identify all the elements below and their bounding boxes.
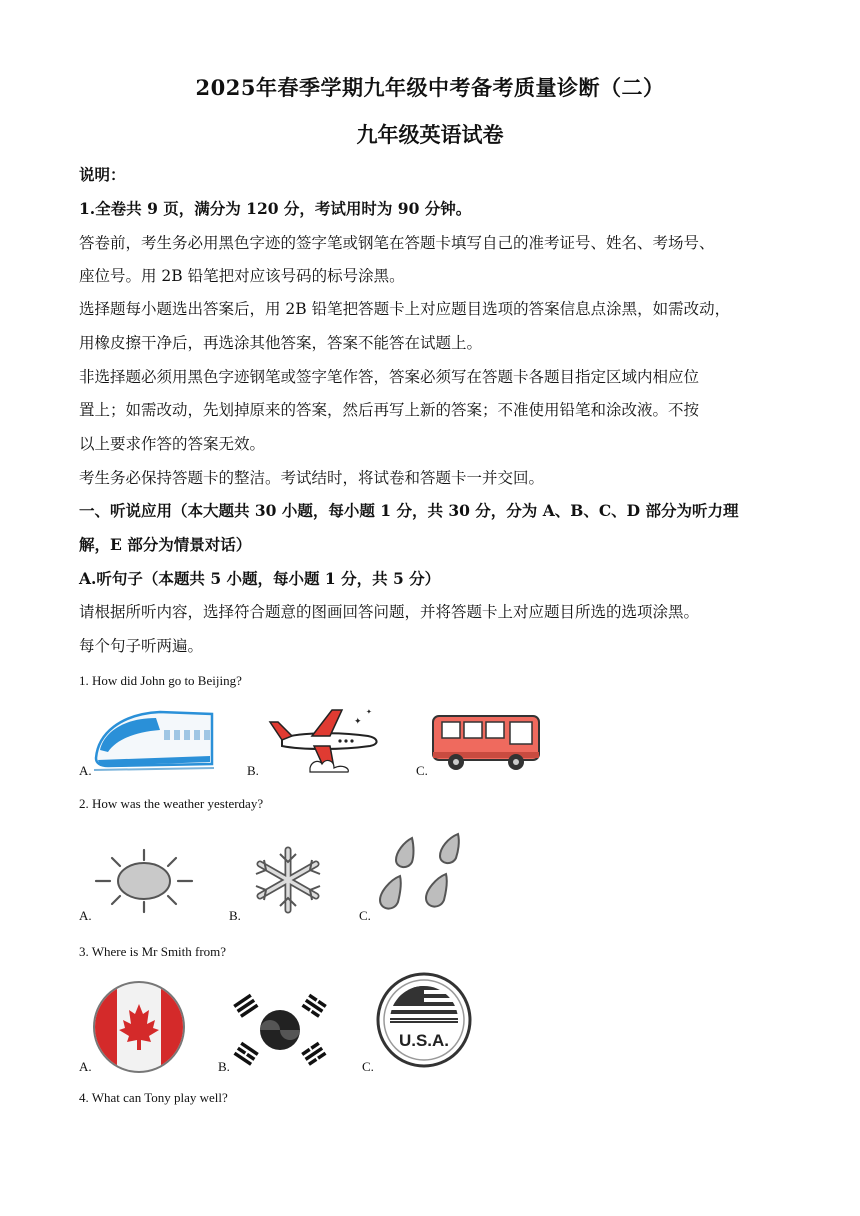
raindrops-icon [374, 830, 466, 914]
korea-flag-icon [232, 992, 328, 1068]
option-a-label: A. [79, 763, 92, 778]
svg-text:✦: ✦ [366, 708, 372, 716]
canada-flag-icon [91, 980, 187, 1074]
part-a-heading: A.听句子（本题共 5 小题，每小题 1 分，共 5 分） [79, 569, 441, 588]
instruction-line: 非选择题必须用黑色字迹钢笔或签字笔作答，答案必须写在答题卡各题目指定区域内相应位 [79, 368, 700, 386]
question-4: 4. What can Tony play well? [79, 1090, 228, 1105]
instruction-line: 置上；如需改动，先划掉原来的答案，然后再写上新的答案；不准使用铅笔和涂改液。不按 [79, 401, 700, 419]
usa-badge-icon [376, 972, 472, 1068]
part-a-direction-cont: 每个句子听两遍。 [79, 637, 204, 655]
svg-text:✦: ✦ [354, 717, 362, 727]
instructions-heading: 说明： [79, 165, 126, 184]
bus-icon [430, 712, 542, 774]
instruction-line: 座位号。用 2B 铅笔把对应该号码的标号涂黑。 [79, 267, 405, 285]
section-heading: 一、听说应用（本大题共 30 小题，每小题 1 分，共 30 分，分为 A、B、C、D 部分为听力理 [79, 501, 739, 520]
instruction-line: 考生务必保持答题卡的整洁。考试结时，将试卷和答题卡一并交回。 [79, 469, 545, 487]
option-a-label: A. [79, 1059, 92, 1074]
exam-subtitle: 九年级英语试卷 [356, 122, 504, 147]
snowflake-icon [246, 844, 330, 916]
option-c-label: C. [359, 908, 371, 923]
instruction-item-1: 1.全卷共 9 页，满分为 120 分，考试用时为 90 分钟。 [79, 199, 472, 218]
option-b-label: B. [229, 908, 241, 923]
high-speed-train-icon [90, 706, 218, 776]
exam-title: 2025年春季学期九年级中考备考质量诊断（二） [195, 75, 665, 100]
question-2: 2. How was the weather yesterday? [79, 796, 264, 811]
option-c-label: C. [416, 763, 428, 778]
option-a-label: A. [79, 908, 92, 923]
option-b-label: B. [247, 763, 259, 778]
usa-badge-text: U.S.A. [398, 1031, 450, 1050]
question-3: 3. Where is Mr Smith from? [79, 944, 227, 959]
instruction-line: 选择题每小题选出答案后，用 2B 铅笔把答题卡上对应题目选项的答案信息点涂黑，如需改动， [79, 300, 731, 318]
instruction-line: 以上要求作答的答案无效。 [79, 435, 266, 453]
instruction-line: 答卷前，考生务必用黑色字迹的签字笔或钢笔在答题卡填写自己的准考证号、姓名、考场号、 [79, 234, 715, 252]
option-b-label: B. [218, 1059, 230, 1074]
option-c-label: C. [362, 1059, 374, 1074]
question-1: 1. How did John go to Beijing? [79, 673, 242, 688]
airplane-icon [262, 702, 382, 774]
sun-icon [94, 848, 194, 914]
part-a-direction: 请根据所听内容，选择符合题意的图画回答问题，并将答题卡上对应题目所选的选项涂黑。 [79, 603, 700, 621]
instruction-line: 用橡皮擦干净后，再选涂其他答案，答案不能答在试题上。 [79, 334, 483, 352]
section-heading-cont: 解，E 部分为情景对话） [79, 535, 252, 554]
